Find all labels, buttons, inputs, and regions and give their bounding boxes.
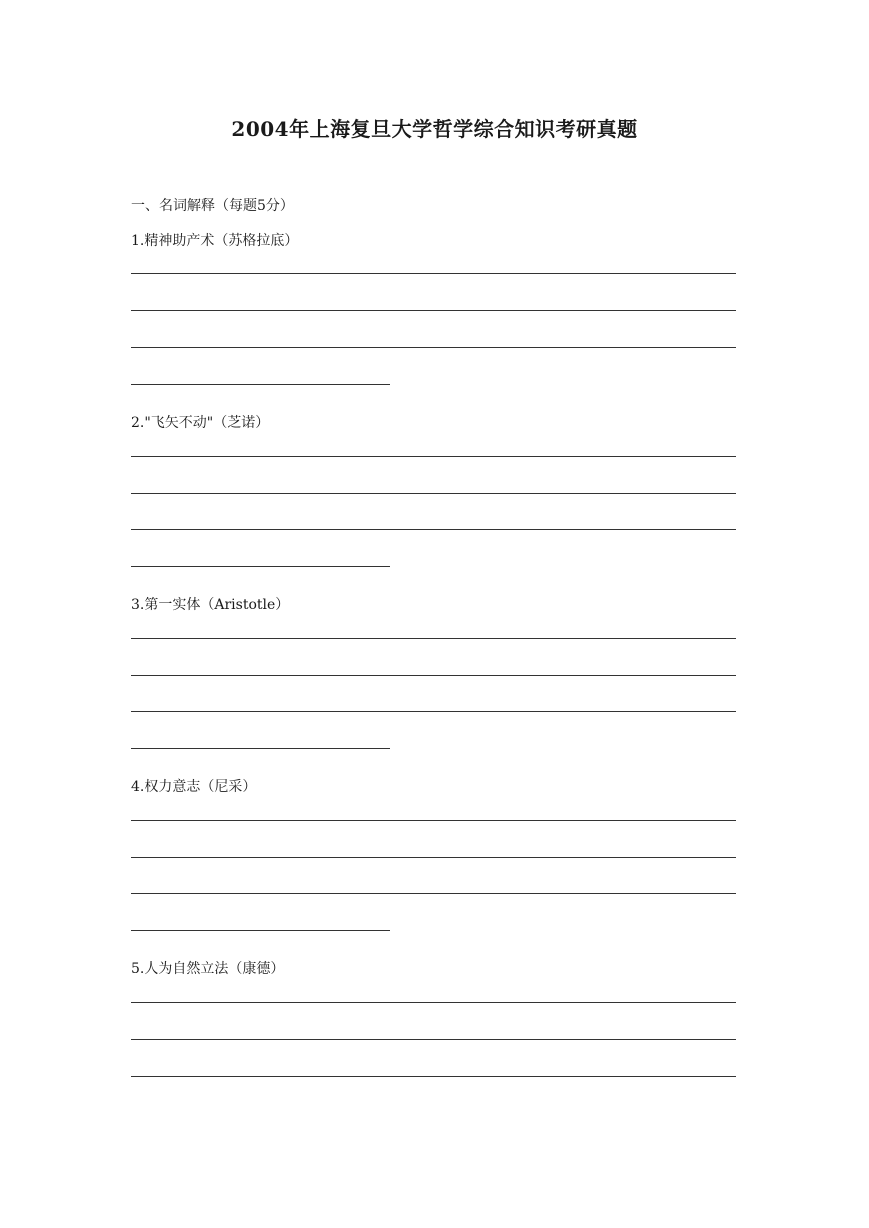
answer-line bbox=[131, 820, 736, 821]
question-item bbox=[131, 595, 741, 615]
answer-line bbox=[131, 1076, 736, 1077]
question-item bbox=[131, 777, 741, 797]
question-label: 1.精神助产术（苏格拉底） bbox=[131, 233, 299, 249]
answer-line bbox=[131, 310, 736, 311]
answer-line bbox=[131, 273, 736, 274]
answer-line bbox=[131, 930, 390, 931]
answer-line bbox=[131, 638, 736, 639]
answer-line bbox=[131, 1039, 736, 1040]
answer-line bbox=[131, 493, 736, 494]
answer-line bbox=[131, 384, 390, 385]
answer-line bbox=[131, 456, 736, 457]
question-label: 5.人为自然立法（康德） bbox=[131, 961, 285, 977]
answer-line bbox=[131, 347, 736, 348]
question-item bbox=[131, 413, 741, 433]
question-item bbox=[131, 231, 741, 251]
answer-line bbox=[131, 566, 390, 567]
answer-line bbox=[131, 1002, 736, 1003]
question-item bbox=[131, 959, 741, 979]
question-label: 2."飞矢不动"（芝诺） bbox=[131, 415, 270, 431]
answer-line bbox=[131, 748, 390, 749]
page-title: 2004年上海复旦大学哲学综合知识考研真题 bbox=[231, 117, 638, 141]
answer-line bbox=[131, 857, 736, 858]
section-heading: 一、名词解释（每题5分） bbox=[131, 198, 294, 214]
answer-line bbox=[131, 711, 736, 712]
answer-line bbox=[131, 675, 736, 676]
answer-line bbox=[131, 893, 736, 894]
question-label: 4.权力意志（尼采） bbox=[131, 779, 257, 795]
question-label: 3.第一实体（Aristotle） bbox=[131, 597, 290, 613]
answer-line bbox=[131, 529, 736, 530]
